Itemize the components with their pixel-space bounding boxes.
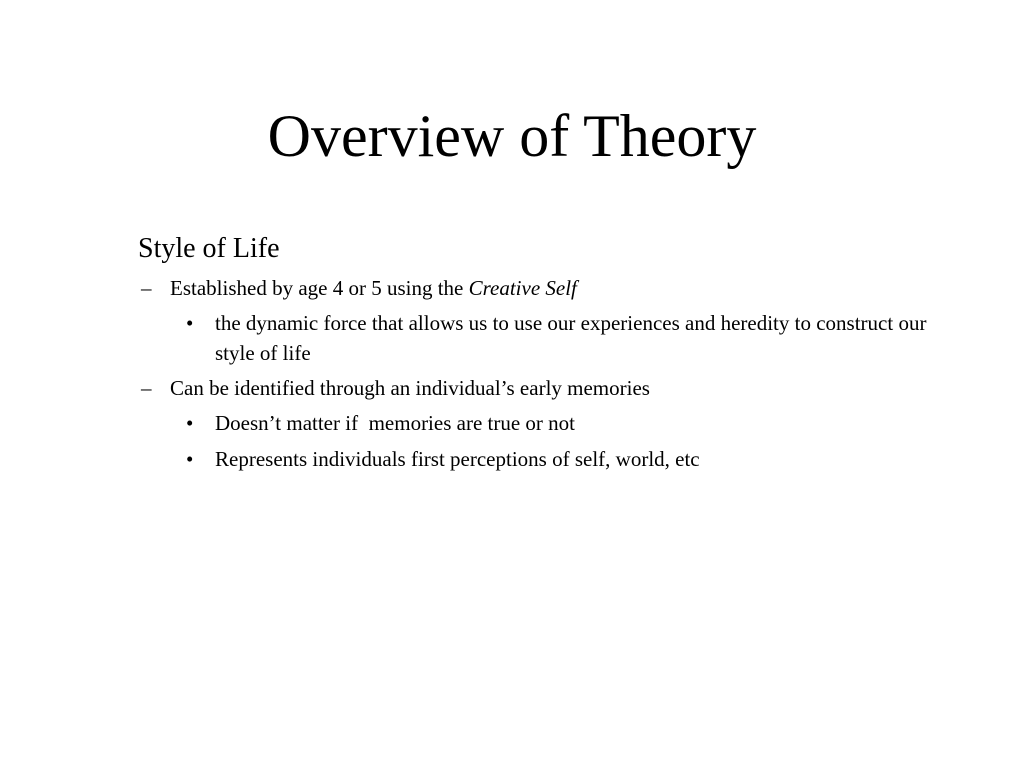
slide-title: Overview of Theory bbox=[267, 103, 757, 169]
dash-marker: – bbox=[141, 376, 152, 400]
dash-marker: – bbox=[141, 276, 152, 300]
sub-item-true-or-not bbox=[138, 408, 935, 438]
bullet-marker: • bbox=[186, 411, 194, 435]
sub-item-text: the dynamic force that allows us to use our experiences and heredity to construct our style of life bbox=[215, 311, 927, 365]
sub-item-text: Doesn’t matter if memories are true or not bbox=[215, 411, 575, 435]
heading-style-of-life: Style of Life bbox=[138, 233, 280, 264]
sub-item-dynamic-force bbox=[138, 308, 935, 368]
item-text: Established by age 4 or 5 using the bbox=[170, 276, 469, 300]
sub-item-text: Represents individuals first perceptions of self, world, etc bbox=[215, 447, 700, 471]
list-item-early-memories bbox=[138, 374, 938, 402]
slide-body bbox=[138, 230, 938, 480]
sub-item-first-perceptions bbox=[138, 444, 935, 474]
bullet-marker: • bbox=[186, 311, 194, 335]
bullet-marker: • bbox=[186, 447, 194, 471]
list-item-established bbox=[138, 274, 938, 302]
item-emphasis: Creative Self bbox=[468, 276, 577, 300]
item-text: Can be identified through an individual’s early memories bbox=[170, 376, 650, 400]
